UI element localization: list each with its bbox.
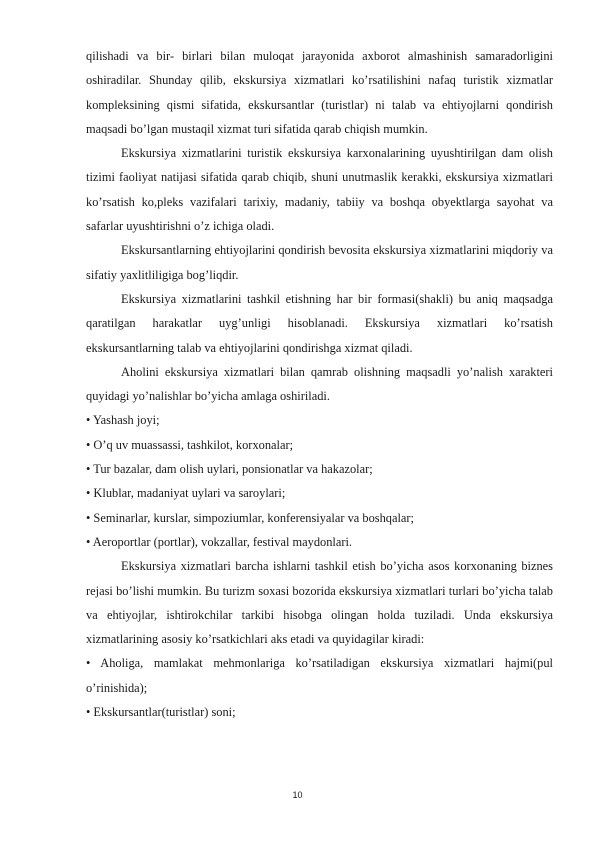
document-page [86, 44, 553, 724]
list-item: • O’q uv muassassi, tashkilot, korxonalar; [86, 437, 294, 452]
paragraph-5: Aholini ekskursiya xizmatlari bilan qamrab olishning maqsadli yo’nalish xarakteri quyidagi yo’nalishlar bo’yicha amlaga oshiriladi. [86, 364, 553, 404]
list-item: • Aholiga, mamlakat mehmonlariga ko’rsatiladigan ekskursiya xizmatlari hajmi(pul o’rinishida); [86, 656, 553, 695]
list-item: • Ekskursantlar(turistlar) soni; [86, 705, 236, 720]
list-item: • Tur bazalar, dam olish uylari, ponsionatlar va hakazolar; [86, 462, 373, 477]
paragraph-3: Ekskursantlarning ehtiyojlarini qondirish bevosita ekskursiya xizmatlarini miqdoriy va sifatiy yaxlitliligiga bog’liqdir. [86, 243, 553, 282]
paragraph-6: Ekskursiya xizmatlari barcha ishlarni tashkil etish bo’yicha asos korxonaning biznes rejasi bo’lishi mumkin. Bu turizm soxasi bozorida ekskursiya xizmatlari turlari bo’yicha talab va ehtiyojlar, ishtirokchilar tarkibi hisobga olingan holda tuziladi. Unda ekskursiya xizmatlarining asosiy ko’rsatkichlari aks etadi va quyidagilar kiradi: [86, 559, 553, 647]
paragraph-1: qilishadi va bir- birlari bilan muloqat jarayonida axborot almashinish samaradorligini oshiradilar. Shunday qilib, ekskursiya xizmatlari ko’rsatilishini nafaq turistik xizmatlar kompleksining qismi sifatida, ekskursantlar (turistlar) ni talab va ehtiyojlarni qondirish maqsadi bo’lgan mustaqil xizmat turi sifatida qarab chiqish mumkin. [86, 49, 553, 136]
list-item: • Yashash joyi; [86, 413, 160, 428]
paragraph-2: Ekskursiya xizmatlarini turistik ekskursiya karxonalarining uyushtirilgan dam olish tizimi faoliyat natijasi sifatida qarab chiqib, shuni unutmaslik kerakki, ekskursiya xizmatlari ko’rsatish ko,pleks vazifalari tarixiy, madaniy, tabiiy va boshqa obyektlarga sayohat va safarlar uyushtirishni o’z ichiga oladi. [86, 146, 553, 234]
list-item: • Klublar, madaniyat uylari va saroylari; [86, 486, 286, 501]
paragraph-4: Ekskursiya xizmatlarini tashkil etishning har bir formasi(shakli) bu aniq maqsadga qaratilgan harakatlar uyg’unligi hisoblanadi. Ekskursiya xizmatlari ko’rsatish ekskursantlarning talab va ehtiyojlarini qondirishga xizmat qiladi. [86, 291, 553, 355]
list-item: • Seminarlar, kurslar, simpoziumlar, konferensiyalar va boshqalar; [86, 510, 414, 525]
list-item: • Aeroportlar (portlar), vokzallar, festival maydonlari. [86, 534, 353, 549]
page-number: 10 [292, 790, 303, 800]
bullet-list-locations [86, 408, 553, 554]
bullet-list-indicators [86, 651, 553, 724]
